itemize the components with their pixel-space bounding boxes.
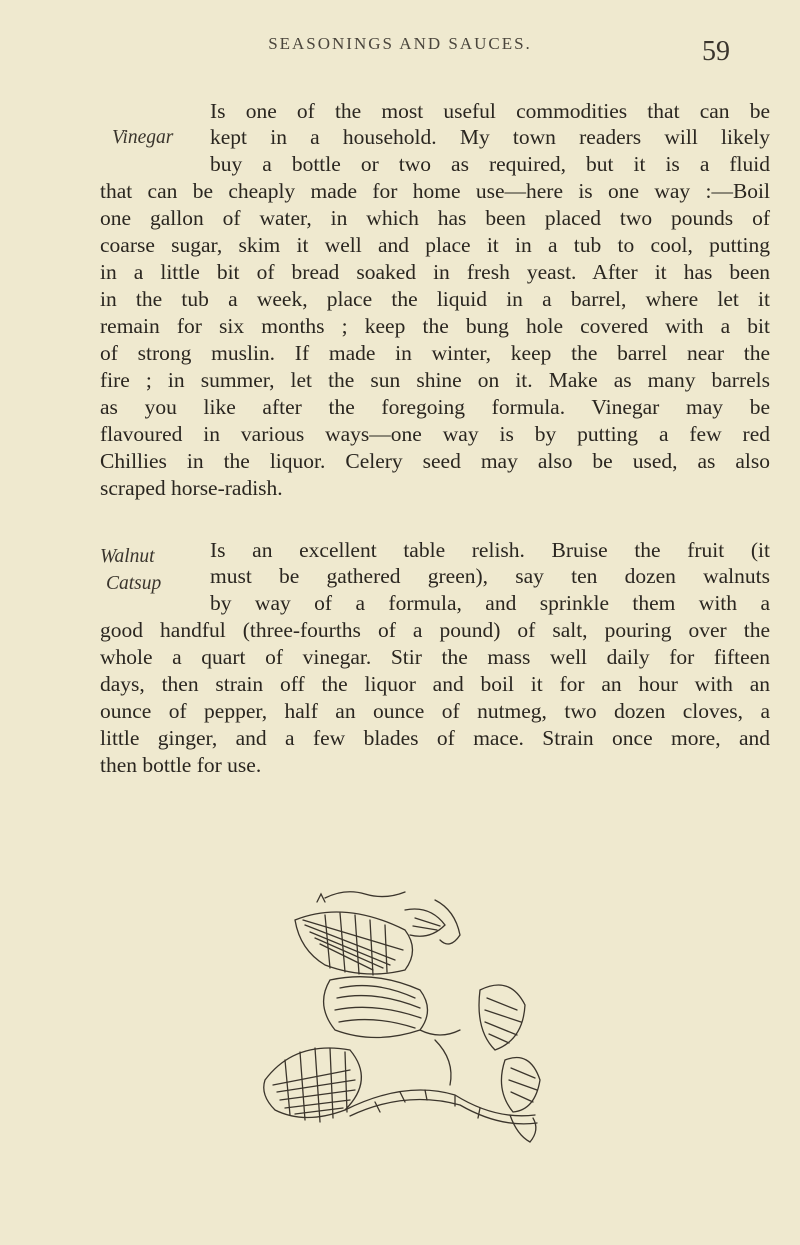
walnut-line: whole a quart of vinegar. Stir the mass well daily for fifteen	[100, 645, 770, 669]
side-heading-vinegar: Vinegar	[112, 127, 174, 148]
walnut-line: Is an excellent table relish. Bruise the fruit (it	[210, 538, 770, 562]
vinegar-line: kept in a household. My town readers will likely	[210, 125, 770, 149]
walnut-sprig-icon	[255, 880, 575, 1160]
running-title: SEASONINGS AND SAUCES.	[268, 34, 532, 53]
vinegar-line: in a little bit of bread soaked in fresh yeast. After it has been	[100, 260, 770, 284]
page-number: 59	[702, 36, 730, 67]
vinegar-line: as you like after the foregoing formula. Vinegar may be	[100, 395, 770, 419]
vinegar-line: fire ; in summer, let the sun shine on it. Make as many barrels	[100, 368, 770, 392]
walnut-line: then bottle for use.	[100, 753, 262, 777]
walnut-line: good handful (three-fourths of a pound) of salt, pouring over the	[100, 618, 770, 642]
walnut-line: ounce of pepper, half an ounce of nutmeg, two dozen cloves, a	[100, 699, 770, 723]
vinegar-line: Chillies in the liquor. Celery seed may also be used, as also	[100, 449, 770, 473]
side-heading-walnut: Walnut	[100, 546, 155, 567]
vinegar-line: remain for six months ; keep the bung hole covered with a bit	[100, 314, 770, 338]
walnut-line: by way of a formula, and sprinkle them with a	[210, 591, 770, 615]
vinegar-line: of strong muslin. If made in winter, keep the barrel near the	[100, 341, 770, 365]
vinegar-line: Is one of the most useful commodities that can be	[210, 99, 770, 123]
walnut-line: little ginger, and a few blades of mace. Strain once more, and	[100, 726, 770, 750]
vinegar-line: coarse sugar, skim it well and place it in a tub to cool, putting	[100, 233, 770, 257]
vinegar-line: buy a bottle or two as required, but it is a fluid	[210, 152, 770, 176]
vinegar-line: scraped horse-radish.	[100, 476, 283, 500]
side-heading-catsup: Catsup	[106, 573, 162, 594]
vinegar-line: flavoured in various ways—one way is by putting a few red	[100, 422, 770, 446]
vinegar-line: one gallon of water, in which has been placed two pounds of	[100, 206, 770, 230]
walnut-line: days, then strain off the liquor and boil it for an hour with an	[100, 672, 770, 696]
vinegar-line: that can be cheaply made for home use—here is one way :—Boil	[100, 179, 770, 203]
vinegar-line: in the tub a week, place the liquid in a barrel, where let it	[100, 287, 770, 311]
walnut-line: must be gathered green), say ten dozen walnuts	[210, 564, 770, 588]
